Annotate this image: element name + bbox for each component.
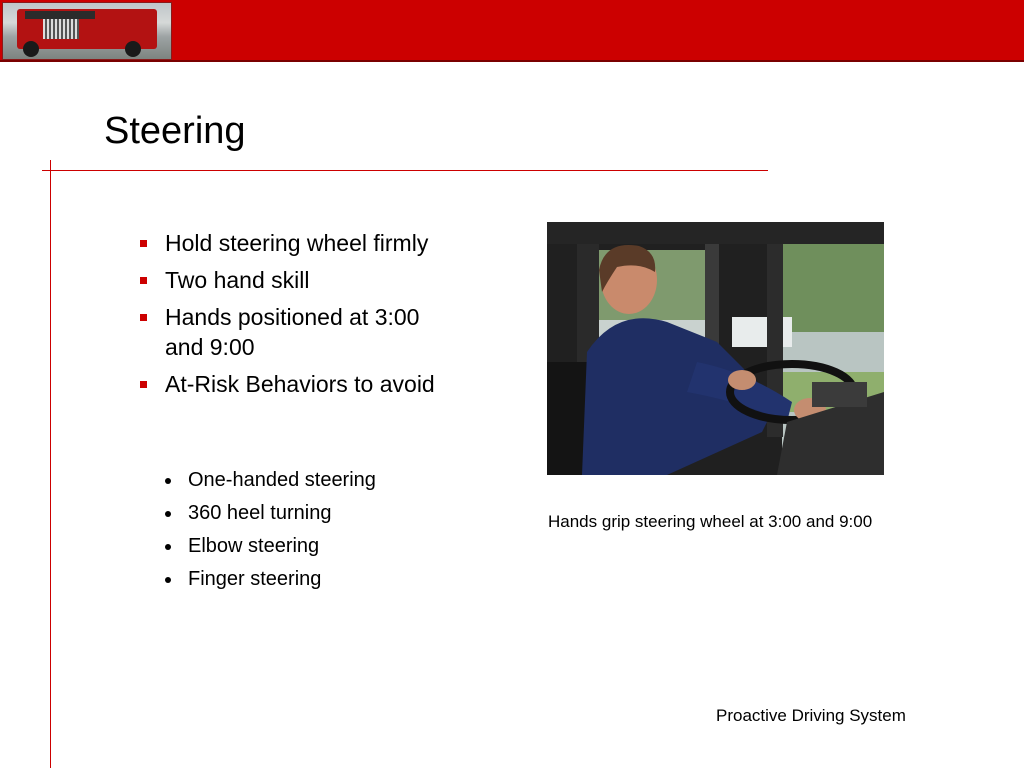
vertical-rule — [50, 160, 51, 768]
bullet-text: Two hand skill — [165, 267, 310, 293]
bullet-item — [138, 265, 458, 295]
bullet-text: At-Risk Behaviors to avoid — [165, 371, 435, 397]
square-bullet-icon — [140, 240, 147, 247]
bullet-item — [138, 369, 458, 399]
bullet-text: Hands positioned at 3:00 and 9:00 — [165, 304, 420, 360]
sub-bullet-text: Elbow steering — [188, 535, 320, 557]
sub-bullet-text: One-handed steering — [188, 469, 376, 491]
driver-steering-photo — [547, 222, 884, 475]
bullet-item — [138, 228, 458, 258]
sub-bullet-list — [164, 467, 464, 599]
sub-bullet-text: Finger steering — [188, 568, 322, 590]
fire-truck-photo — [2, 2, 172, 60]
sub-bullet-text: 360 heel turning — [188, 502, 332, 524]
bullet-text: Hold steering wheel firmly — [165, 230, 429, 256]
truck-windshield — [25, 11, 95, 19]
square-bullet-icon — [140, 381, 147, 388]
footer-text: Proactive Driving System — [716, 706, 906, 725]
truck-wheel — [23, 41, 39, 57]
square-bullet-icon — [140, 314, 147, 321]
bullet-item — [138, 302, 458, 362]
sub-bullet-item — [164, 533, 464, 559]
sub-bullet-item — [164, 467, 464, 493]
dot-bullet-icon — [165, 544, 171, 550]
dot-bullet-icon — [165, 478, 171, 484]
dot-bullet-icon — [165, 577, 171, 583]
header-bar — [0, 0, 1024, 62]
photo-caption: Hands grip steering wheel at 3:00 and 9:00 — [548, 512, 873, 531]
square-bullet-icon — [140, 277, 147, 284]
dot-bullet-icon — [165, 511, 171, 517]
bullet-list — [138, 228, 458, 406]
sub-bullet-item — [164, 500, 464, 526]
sub-bullet-item — [164, 566, 464, 592]
truck-grille — [43, 19, 79, 39]
slide-title: Steering — [104, 110, 246, 152]
horizontal-rule — [42, 170, 768, 171]
truck-wheel — [125, 41, 141, 57]
